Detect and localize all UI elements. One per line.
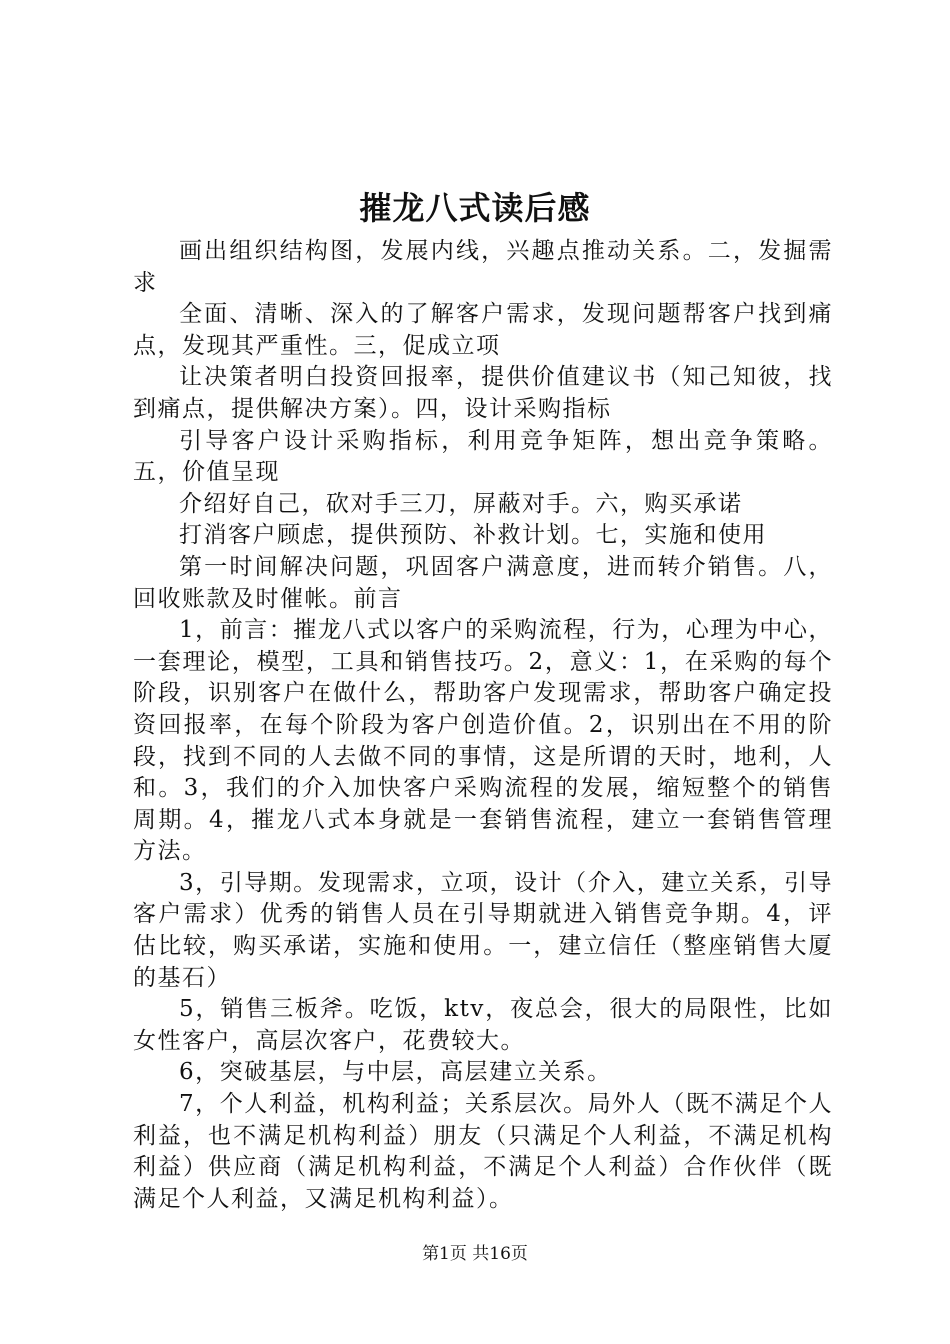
paragraph: 介绍好自己，砍对手三刀，屏蔽对手。六，购买承诺 — [179, 490, 743, 517]
paragraph: 5，销售三板斧。吃饭，ktv，夜总会，很大的局限性，比如女性客户，高层次客户，花费较大。 — [133, 996, 833, 1054]
paragraph: 打消客户顾虑，提供预防、补救计划。七，实施和使用 — [179, 522, 767, 549]
document-body — [133, 236, 833, 1215]
paragraph: 3，引导期。发现需求，立项，设计（介入，建立关系，引导客户需求）优秀的销售人员在引导期就进入销售竞争期。4，评估比较，购买承诺，实施和使用。一，建立信任（整座销售大厦的基石） — [133, 869, 833, 991]
document-title: 摧龙八式读后感 — [359, 189, 591, 227]
paragraph: 1，前言：摧龙八式以客户的采购流程，行为，心理为中心，一套理论，模型，工具和销售技巧。2，意义：1，在采购的每个阶段，识别客户在做什么，帮助客户发现需求，帮助客户确定投资回报率，在每个阶段为客户创造价值。2，识别出在不用的阶段，找到不同的人去做不同的事情，这是所谓的天时，地利，人和。3，我们的介入加快客户采购流程的发展，缩短整个的销售周期。4，摧龙八式本身就是一套销售流程，建立一套销售管理方法。 — [133, 617, 833, 865]
paragraph: 引导客户设计采购指标，利用竞争矩阵，想出竞争策略。五，价值呈现 — [133, 427, 833, 486]
paragraph: 第一时间解决问题，巩固客户满意度，进而转介销售。八，回收账款及时催帐。前言 — [133, 553, 833, 612]
paragraph: 画出组织结构图，发展内线，兴趣点推动关系。二，发掘需求 — [133, 238, 833, 296]
page-footer: 第1页 共16页 — [422, 1244, 528, 1264]
paragraph: 6，突破基层，与中层，高层建立关系。 — [179, 1059, 612, 1086]
paragraph: 让决策者明白投资回报率，提供价值建议书（知己知彼，找到痛点，提供解决方案）。四，设计采购指标 — [133, 364, 833, 422]
paragraph: 全面、清晰、深入的了解客户需求，发现问题帮客户找到痛点，发现其严重性。三，促成立项 — [133, 301, 833, 359]
paragraph: 7，个人利益，机构利益；关系层次。局外人（既不满足个人利益，也不满足机构利益）朋友（只满足个人利益，不满足机构利益）供应商（满足机构利益，不满足个人利益）合作伙伴（既满足个人利益，又满足机构利益）。 — [133, 1091, 833, 1212]
